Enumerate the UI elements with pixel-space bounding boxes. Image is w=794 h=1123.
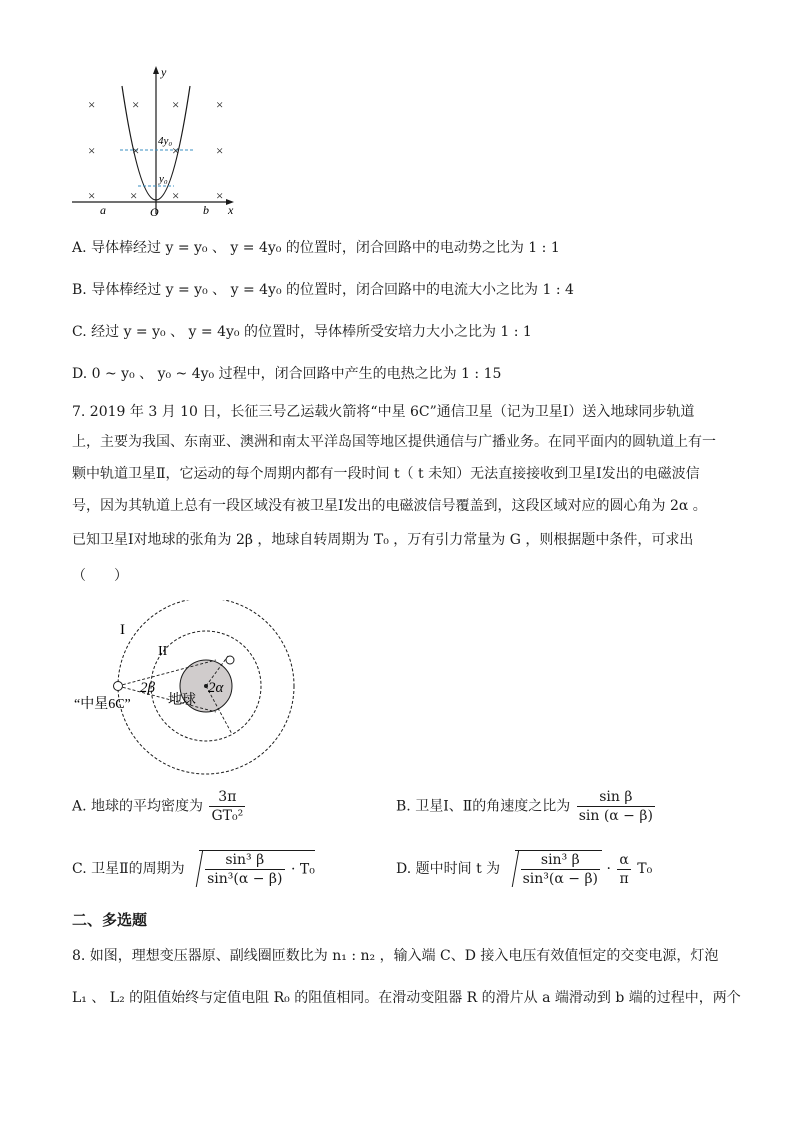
q7-option-d-numerator: sin³ β xyxy=(521,851,600,870)
x-axis-label: x xyxy=(228,203,234,217)
figure-parabola-field xyxy=(70,64,250,224)
level-4y0-label: 4y₀ xyxy=(158,135,173,147)
field-cross: × xyxy=(132,97,140,112)
q7-option-d-text: D. 题中时间 t 为 xyxy=(396,861,501,877)
angle-2beta-label: 2β xyxy=(140,680,155,696)
q7-option-b-text: B. 卫星Ⅰ、Ⅱ的角速度之比为 xyxy=(396,798,571,815)
q7-option-a-text: A. 地球的平均密度为 xyxy=(72,798,204,815)
origin-label: O xyxy=(150,205,159,219)
angle-2alpha-label: 2α xyxy=(208,680,224,696)
field-cross: × xyxy=(88,97,96,112)
q7-option-d-numerator-2: α xyxy=(619,851,629,868)
field-cross: × xyxy=(88,143,96,158)
q7-option-d-fraction xyxy=(521,851,600,888)
level-y0-label: y₀ xyxy=(159,173,168,185)
q7-option-b-numerator: sin β xyxy=(577,788,655,807)
y-axis-arrow xyxy=(153,66,159,74)
q7-stem-line-4: 号，因为其轨道上总有一段区域没有被卫星Ⅰ发出的电磁波信号覆盖到，这段区域对应的圆心角为 2α 。 xyxy=(72,498,707,514)
field-cross: × xyxy=(172,188,180,203)
q7-option-b-fraction xyxy=(577,788,655,825)
q6-option-d: D. 0 ~ y₀ 、 y₀ ~ 4y₀ 过程中，闭合回路中产生的电热之比为 1 : 15 xyxy=(72,366,502,382)
q7-option-a-denominator: GT₀² xyxy=(211,808,244,824)
field-cross: × xyxy=(216,97,224,112)
q6-option-a: A. 导体棒经过 y = y₀ 、 y = 4y₀ 的位置时，闭合回路中的电动势之比为 1 : 1 xyxy=(72,240,560,256)
satellite-I-label: “中星6C” xyxy=(74,697,131,712)
orbit-I-label: I xyxy=(120,622,125,638)
point-b-label: b xyxy=(203,203,209,217)
satellite-I xyxy=(114,682,123,691)
field-cross: × xyxy=(216,143,224,158)
q7-option-d-sqrt xyxy=(515,850,602,888)
q7-option-c-tail: · T₀ xyxy=(290,861,315,878)
q7-option-b xyxy=(396,788,657,825)
q7-option-d-tail: T₀ xyxy=(637,861,653,877)
field-cross: × xyxy=(88,188,96,203)
q7-stem-line-1: 7. 2019 年 3 月 10 日，长征三号乙运载火箭将“中星 6C”通信卫星（记为卫星Ⅰ）送入地球同步轨道 xyxy=(72,404,695,420)
q7-option-c-denominator: sin³(α − β) xyxy=(207,871,283,887)
satellite-II xyxy=(226,656,234,664)
q7-answer-blank: （ ） xyxy=(72,568,128,584)
q7-option-c-text: C. 卫星Ⅱ的周期为 xyxy=(72,861,185,877)
q8-stem-line-1: 8. 如图，理想变压器原、副线圈匝数比为 n₁ : n₂ ，输入端 C、D 接入电压有效值恒定的交变电源，灯泡 xyxy=(72,948,719,964)
q6-option-b: B. 导体棒经过 y = y₀ 、 y = 4y₀ 的位置时，闭合回路中的电流大小之比为 1 : 4 xyxy=(72,282,574,298)
section-title-multiple-choice: 二、多选题 xyxy=(72,911,148,929)
orbit-II-label: II xyxy=(158,644,168,659)
field-cross: × xyxy=(172,143,180,158)
q7-option-c xyxy=(72,850,315,888)
q8-stem-line-2: L₁ 、 L₂ 的阻值始终与定值电阻 R₀ 的阻值相同。在滑动变阻器 R 的滑片从 a 端滑动到 b 端的过程中，两个 xyxy=(72,990,741,1006)
q7-option-d-denominator-2: π xyxy=(619,870,629,887)
q7-option-d-fraction-2 xyxy=(617,851,630,888)
y-axis-label: y xyxy=(161,65,167,79)
field-cross: × xyxy=(130,188,138,203)
q7-option-b-denominator: sin (α − β) xyxy=(578,808,653,824)
q7-stem-line-5: 已知卫星Ⅰ对地球的张角为 2β ，地球自转周期为 T₀ ，万有引力常量为 G ，则根据题中条件，可求出 xyxy=(72,532,694,548)
q7-option-c-sqrt xyxy=(199,850,315,888)
earth-label: 地球 xyxy=(168,693,196,708)
q7-option-c-fraction xyxy=(205,851,284,888)
q7-option-a-numerator: 3π xyxy=(209,788,245,807)
field-cross: × xyxy=(172,97,180,112)
q7-stem-line-3: 颗中轨道卫星Ⅱ，它运动的每个周期内都有一段时间 t（ t 未知）无法直接接收到卫星Ⅰ发出的电磁波信 xyxy=(72,466,700,482)
field-cross: × xyxy=(132,143,140,158)
q7-option-d-denominator: sin³(α − β) xyxy=(522,871,599,887)
q7-option-a-fraction xyxy=(209,788,245,825)
point-a-label: a xyxy=(100,203,106,217)
q7-option-c-numerator: sin³ β xyxy=(205,851,284,870)
figure-satellite-orbits xyxy=(70,600,310,790)
q7-option-a xyxy=(72,788,247,825)
q6-option-c: C. 经过 y = y₀ 、 y = 4y₀ 的位置时，导体棒所受安培力大小之比为 1 : 1 xyxy=(72,324,532,340)
q7-option-d: D. 题中时间 t 为 $\frac{\text{sin³ β}}{\text{sin³(α − β)}}$ · $\frac{\alpha}{\pi}$ T₀ xyxy=(396,851,653,887)
field-cross: × xyxy=(216,188,224,203)
q7-stem-line-2: 上，主要为我国、东南亚、澳洲和南太平洋岛国等地区提供通信与广播业务。在同平面内的圆轨道上有一 xyxy=(72,434,716,450)
